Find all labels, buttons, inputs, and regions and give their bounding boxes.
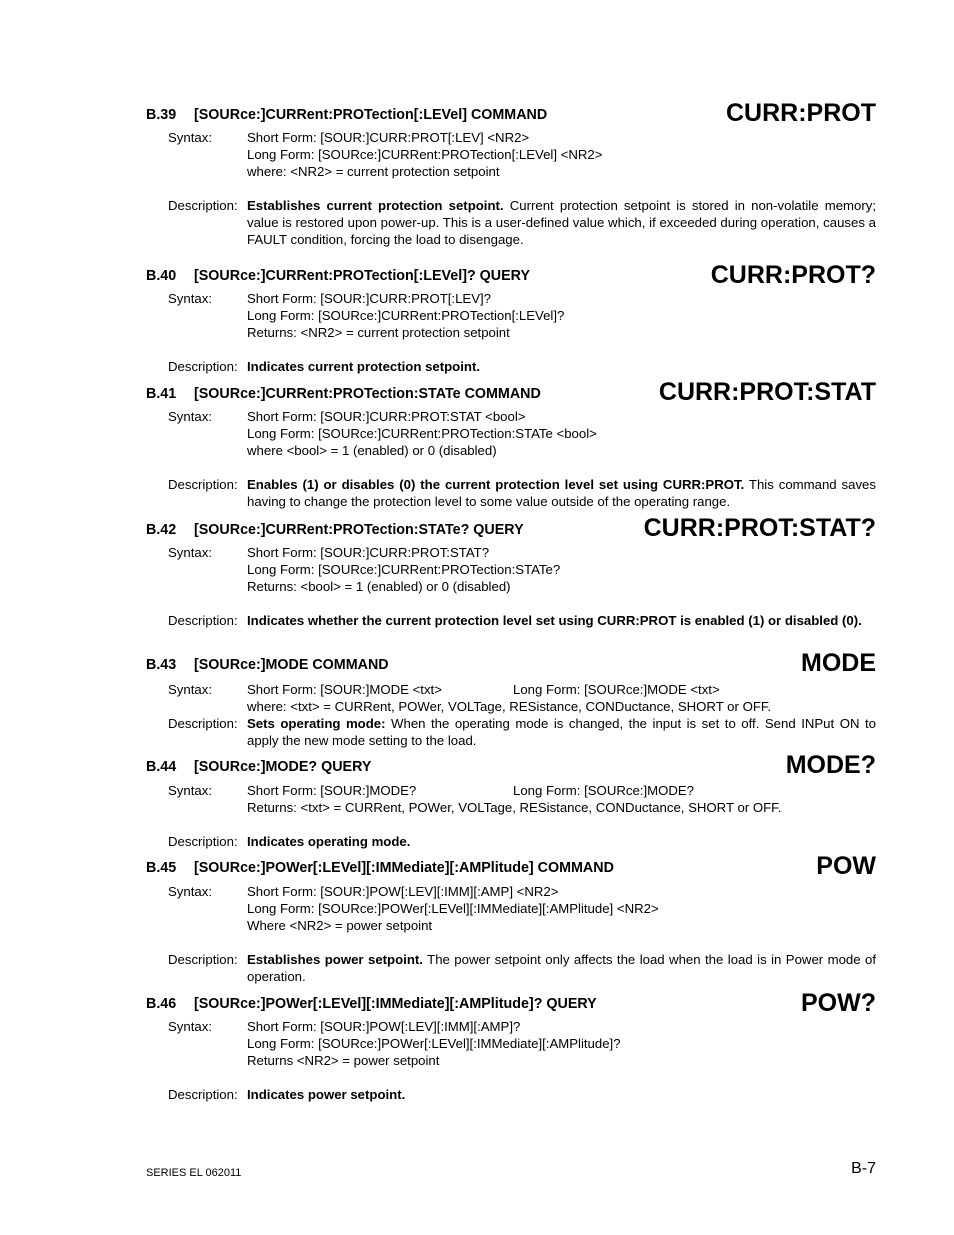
section-b41: [146, 378, 876, 510]
syntax-label: Syntax:: [168, 783, 212, 798]
description-bold: Indicates power setpoint.: [247, 1087, 406, 1102]
section-title: [146, 657, 389, 674]
description-body: This command saves having to change the protection level to some value outside of the operating range.: [247, 477, 876, 509]
section-title-text: [SOURce:]MODE COMMAND: [194, 657, 389, 673]
description-bold: Indicates operating mode.: [247, 834, 411, 849]
syntax-label: Syntax:: [168, 1019, 212, 1034]
command-mnemonic: CURR:PROT?: [710, 261, 876, 289]
section-b46: [146, 989, 876, 1103]
description-label: Description:: [168, 1087, 238, 1102]
section-title-text: [SOURce:]CURRent:PROTection:STATe COMMAND: [194, 386, 541, 402]
description-label: Description:: [168, 613, 238, 628]
section-heading: [146, 378, 876, 406]
syntax-returns: Returns: <NR2> = current protection setpoint: [247, 325, 510, 340]
syntax-long-form: Long Form: [SOURce:]MODE <txt>: [513, 682, 720, 697]
footer-series: SERIES EL 062011: [146, 1167, 242, 1179]
syntax-returns: Returns: <bool> = 1 (enabled) or 0 (disabled): [247, 579, 511, 594]
description-text: [247, 715, 876, 749]
section-b43: [146, 649, 876, 749]
section-heading: [146, 649, 876, 677]
section-title-text: [SOURce:]CURRent:PROTection[:LEVel] COMMAND: [194, 107, 548, 123]
syntax-block: [146, 1018, 876, 1069]
command-mnemonic: POW: [816, 852, 876, 880]
section-title: [146, 268, 530, 285]
description-block: [146, 951, 876, 985]
description-block: [146, 197, 876, 248]
syntax-short-form: Short Form: [SOUR:]CURR:PROT:STAT <bool>: [247, 409, 526, 424]
description-label: Description:: [168, 359, 238, 374]
syntax-short-form: Short Form: [SOUR:]POW[:LEV][:IMM][:AMP]?: [247, 1019, 521, 1034]
description-body: The power setpoint only affects the load when the load is in Power mode of operation.: [247, 952, 877, 984]
description-label: Description:: [168, 477, 238, 492]
section-title-text: [SOURce:]CURRent:PROTection[:LEVel]? QUERY: [194, 268, 530, 284]
description-label: Description:: [168, 716, 238, 731]
syntax-where: where <bool> = 1 (enabled) or 0 (disabled): [247, 443, 497, 458]
syntax-where: where: <txt> = CURRent, POWer, VOLTage, RESistance, CONDuctance, SHORT or OFF.: [247, 699, 772, 714]
syntax-where: Where <NR2> = power setpoint: [247, 918, 433, 933]
syntax-label: Syntax:: [168, 545, 212, 560]
syntax-long-form: Long Form: [SOURce:]CURRent:PROTection:STATe?: [247, 562, 561, 577]
section-title-text: [SOURce:]MODE? QUERY: [194, 759, 372, 775]
section-heading: [146, 261, 876, 289]
description-text: [247, 1086, 876, 1103]
description-text: [247, 951, 876, 985]
section-number: B.46: [146, 996, 177, 1012]
section-heading: [146, 99, 876, 127]
description-block: [146, 476, 876, 510]
command-mnemonic: CURR:PROT:STAT?: [643, 514, 876, 542]
description-block: [146, 715, 876, 749]
section-number: B.39: [146, 107, 177, 123]
syntax-long-form: Long Form: [SOURce:]CURRent:PROTection[:LEVel]?: [247, 308, 565, 323]
description-block: [146, 833, 876, 850]
description-label: Description:: [168, 198, 238, 213]
section-number: B.43: [146, 657, 177, 673]
syntax-label: Syntax:: [168, 884, 212, 899]
section-b45: [146, 852, 877, 985]
description-bold: Establishes current protection setpoint.: [247, 198, 504, 213]
section-title: [146, 386, 541, 403]
syntax-forms: [247, 782, 876, 799]
section-title-text: [SOURce:]CURRent:PROTection:STATe? QUERY: [194, 522, 524, 538]
section-title-text: [SOURce:]POWer[:LEVel][:IMMediate][:AMPlitude]? QUERY: [194, 996, 597, 1012]
page-number: B-7: [851, 1160, 876, 1177]
syntax-short-form: Short Form: [SOUR:]POW[:LEV][:IMM][:AMP] <NR2>: [247, 884, 559, 899]
syntax-long-form: Long Form: [SOURce:]CURRent:PROTection:STATe <bool>: [247, 426, 597, 441]
syntax-label: Syntax:: [168, 291, 212, 306]
section-title: [146, 759, 371, 776]
syntax-block: [146, 408, 876, 459]
syntax-returns: Returns: <txt> = CURRent, POWer, VOLTage, RESistance, CONDuctance, SHORT or OFF.: [247, 800, 782, 815]
command-mnemonic: MODE?: [785, 751, 876, 779]
description-bold: Establishes power setpoint.: [247, 952, 423, 967]
description-block: [146, 358, 876, 375]
syntax-block: [146, 129, 876, 180]
syntax-where: where: <NR2> = current protection setpoint: [247, 164, 500, 179]
syntax-short-form: Short Form: [SOUR:]MODE?: [247, 783, 417, 798]
syntax-short-form: Short Form: [SOUR:]CURR:PROT[:LEV] <NR2>: [247, 130, 530, 145]
description-block: [146, 612, 876, 629]
section-title: [146, 107, 547, 124]
syntax-block: [146, 883, 876, 934]
command-mnemonic: CURR:PROT:STAT: [658, 378, 876, 406]
section-title: [146, 860, 614, 877]
command-mnemonic: CURR:PROT: [726, 99, 876, 127]
section-b40: [146, 261, 876, 375]
description-text: [247, 358, 876, 375]
section-b42: [146, 514, 876, 629]
description-bold: Enables (1) or disables (0) the current protection level set using CURR:PROT.: [247, 477, 745, 492]
section-number: B.42: [146, 522, 177, 538]
description-text: [247, 833, 876, 850]
description-bold: Indicates whether the current protection level set using CURR:PROT is enabled (1) or disabled (0).: [247, 613, 862, 628]
syntax-short-form: Short Form: [SOUR:]MODE <txt>: [247, 682, 442, 697]
section-heading: [146, 514, 876, 542]
description-label: Description:: [168, 952, 238, 967]
syntax-block: [146, 290, 876, 341]
section-number: B.45: [146, 860, 177, 876]
description-text: [247, 612, 876, 629]
section-number: B.41: [146, 386, 177, 402]
syntax-label: Syntax:: [168, 682, 212, 697]
syntax-short-form: Short Form: [SOUR:]CURR:PROT:STAT?: [247, 545, 490, 560]
section-heading: [146, 989, 876, 1017]
description-label: Description:: [168, 834, 238, 849]
description-bold: Indicates current protection setpoint.: [247, 359, 481, 374]
description-body: Current protection setpoint is stored in non-volatile memory; value is restored upon power-up. This is a user-defined value which, if exceeded during operation, causes a FAULT condition, forcing the load to disengage.: [247, 198, 877, 247]
syntax-label: Syntax:: [168, 130, 212, 145]
syntax-long-form: Long Form: [SOURce:]POWer[:LEVel][:IMMediate][:AMPlitude]?: [247, 1036, 621, 1051]
syntax-short-form: Short Form: [SOUR:]CURR:PROT[:LEV]?: [247, 291, 492, 306]
description-text: [247, 197, 876, 248]
syntax-block: [146, 681, 876, 715]
syntax-forms: [247, 681, 876, 698]
section-heading: [146, 751, 876, 779]
syntax-long-form: Long Form: [SOURce:]POWer[:LEVel][:IMMediate][:AMPlitude] <NR2>: [247, 901, 659, 916]
section-title: [146, 522, 524, 539]
command-mnemonic: MODE: [801, 649, 876, 677]
section-number: B.40: [146, 268, 177, 284]
syntax-block: [146, 782, 876, 816]
section-title-text: [SOURce:]POWer[:LEVel][:IMMediate][:AMPlitude] COMMAND: [194, 860, 614, 876]
section-b39: [146, 99, 877, 248]
syntax-long-form: Long Form: [SOURce:]CURRent:PROTection[:LEVel] <NR2>: [247, 147, 603, 162]
section-number: B.44: [146, 759, 177, 775]
syntax-label: Syntax:: [168, 409, 212, 424]
description-bold: Sets operating mode:: [247, 716, 386, 731]
section-heading: [146, 852, 876, 880]
section-b44: [146, 751, 876, 850]
syntax-long-form: Long Form: [SOURce:]MODE?: [513, 783, 695, 798]
description-body: When the operating mode is changed, the input is set to off. Send INPut ON to apply the new mode setting to the load.: [247, 716, 876, 748]
syntax-block: [146, 544, 876, 595]
description-text: [247, 476, 876, 510]
section-title: [146, 996, 597, 1013]
syntax-returns: Returns <NR2> = power setpoint: [247, 1053, 440, 1068]
description-block: [146, 1086, 876, 1103]
command-mnemonic: POW?: [801, 989, 876, 1017]
